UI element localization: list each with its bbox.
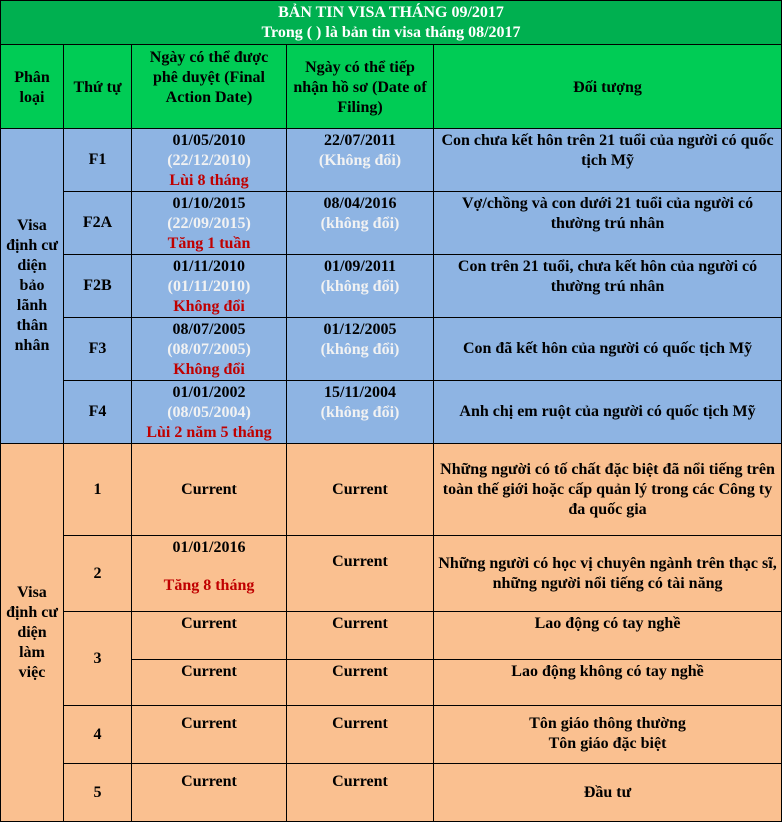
filing-prev: (không đổi)	[320, 215, 400, 232]
subject-cell: Vợ/chồng và con dưới 21 tuổi của người có thường trú nhân	[434, 192, 782, 255]
order-cell: F1	[64, 129, 132, 192]
table-row	[1, 129, 782, 192]
final-action-date: 01/05/2010	[172, 132, 246, 149]
final-action-cell: Current	[132, 764, 287, 822]
table-row	[1, 706, 782, 764]
header-category: Phân loại	[1, 45, 64, 129]
filing-date: 15/11/2004	[323, 384, 396, 401]
title-cell	[1, 1, 782, 45]
filing-cell: Current	[287, 764, 434, 822]
filing-cell: Current	[287, 660, 434, 706]
final-action-prev: (01/11/2010)	[167, 278, 251, 295]
subject-cell: Đầu tư	[434, 764, 782, 822]
final-action-prev: (22/09/2015)	[167, 215, 251, 232]
order-cell: F3	[64, 318, 132, 381]
subject-line: Tôn giáo thông thường	[529, 715, 686, 732]
filing-cell	[287, 129, 434, 192]
final-action-prev: (22/12/2010)	[167, 152, 251, 169]
order-cell: 3	[64, 612, 132, 706]
final-action-cell	[132, 318, 287, 381]
subject-line: Tôn giáo đặc biệt	[548, 735, 667, 752]
change-note: Tăng 8 tháng	[163, 577, 255, 594]
change-note: Không đổi	[173, 361, 245, 378]
order-cell: 2	[64, 536, 132, 612]
change-note: Lùi 8 tháng	[169, 172, 249, 189]
filing-cell	[287, 318, 434, 381]
title-row	[1, 1, 782, 45]
table-row	[1, 764, 782, 822]
order-cell: F4	[64, 381, 132, 444]
final-action-cell: Current	[132, 660, 287, 706]
filing-prev: (không đổi)	[320, 278, 400, 295]
final-action-cell: Current	[132, 706, 287, 764]
subject-cell: Con chưa kết hôn trên 21 tuổi của người có quốc tịch Mỹ	[434, 129, 782, 192]
spacer	[136, 558, 282, 576]
subject-cell: Những người có học vị chuyên ngành trên thạc sĩ, những người nổi tiếng có tài năng	[434, 536, 782, 612]
bulletin-subtitle: Trong ( ) là bản tin visa tháng 08/2017	[261, 23, 521, 41]
subject-cell	[434, 706, 782, 764]
final-action-date: 01/10/2015	[172, 195, 246, 212]
final-action-prev: (08/07/2005)	[167, 341, 251, 358]
final-action-cell: Current	[132, 612, 287, 660]
filing-cell	[287, 192, 434, 255]
filing-date: 01/12/2005	[323, 321, 397, 338]
header-row	[1, 45, 782, 129]
order-cell: 4	[64, 706, 132, 764]
order-cell: F2B	[64, 255, 132, 318]
final-action-cell	[132, 381, 287, 444]
subject-cell: Con đã kết hôn của người có quốc tịch Mỹ	[434, 318, 782, 381]
header-date-of-filing: Ngày có thể tiếp nhận hồ sơ (Date of Filing)	[287, 45, 434, 129]
final-action-cell	[132, 129, 287, 192]
subject-cell: Anh chị em ruột của người có quốc tịch Mỹ	[434, 381, 782, 444]
table-row	[1, 381, 782, 444]
filing-prev: (Không đổi)	[318, 152, 402, 169]
final-action-date: 01/11/2010	[172, 258, 245, 275]
final-action-cell	[132, 255, 287, 318]
filing-cell: Current	[287, 536, 434, 612]
filing-prev: (không đổi)	[320, 404, 400, 421]
final-action-date: 01/01/2002	[172, 384, 246, 401]
final-action-cell	[132, 192, 287, 255]
order-cell: 5	[64, 764, 132, 822]
final-action-cell: Current	[132, 444, 287, 536]
order-cell: F2A	[64, 192, 132, 255]
table-row	[1, 318, 782, 381]
header-subject: Đối tượng	[434, 45, 782, 129]
header-final-action-date: Ngày có thể được phê duyệt (Final Action Date)	[132, 45, 287, 129]
change-note: Không đổi	[173, 298, 245, 315]
final-action-prev: (08/05/2004)	[167, 404, 251, 421]
filing-cell: Current	[287, 706, 434, 764]
change-note: Tăng 1 tuần	[167, 235, 251, 252]
filing-cell: Current	[287, 444, 434, 536]
filing-date: 22/07/2011	[323, 132, 396, 149]
employment-category-cell: Visa định cư diện làm việc	[1, 444, 64, 822]
table-row	[1, 536, 782, 612]
final-action-date: 01/01/2016	[172, 539, 246, 556]
table-row	[1, 444, 782, 536]
final-action-date: 08/07/2005	[172, 321, 246, 338]
filing-prev: (không đổi)	[320, 341, 400, 358]
table-row	[1, 612, 782, 660]
subject-cell: Lao động có tay nghề	[434, 612, 782, 660]
final-action-cell	[132, 536, 287, 612]
filing-cell	[287, 255, 434, 318]
filing-date: 01/09/2011	[323, 258, 396, 275]
change-note: Lùi 2 năm 5 tháng	[146, 424, 272, 441]
filing-date: 08/04/2016	[323, 195, 397, 212]
table-row	[1, 255, 782, 318]
header-order: Thứ tự	[64, 45, 132, 129]
order-cell: 1	[64, 444, 132, 536]
subject-cell: Những người có tố chất đặc biệt đã nổi tiếng trên toàn thế giới hoặc cấp quản lý trong các Công ty đa quốc gia	[434, 444, 782, 536]
subject-cell: Con trên 21 tuổi, chưa kết hôn của người có thường trú nhân	[434, 255, 782, 318]
subject-cell: Lao động không có tay nghề	[434, 660, 782, 706]
filing-cell	[287, 381, 434, 444]
bulletin-title: BẢN TIN VISA THÁNG 09/2017	[278, 3, 504, 21]
family-category-cell: Visa định cư diện bảo lãnh thân nhân	[1, 129, 64, 444]
filing-cell: Current	[287, 612, 434, 660]
table-row	[1, 192, 782, 255]
